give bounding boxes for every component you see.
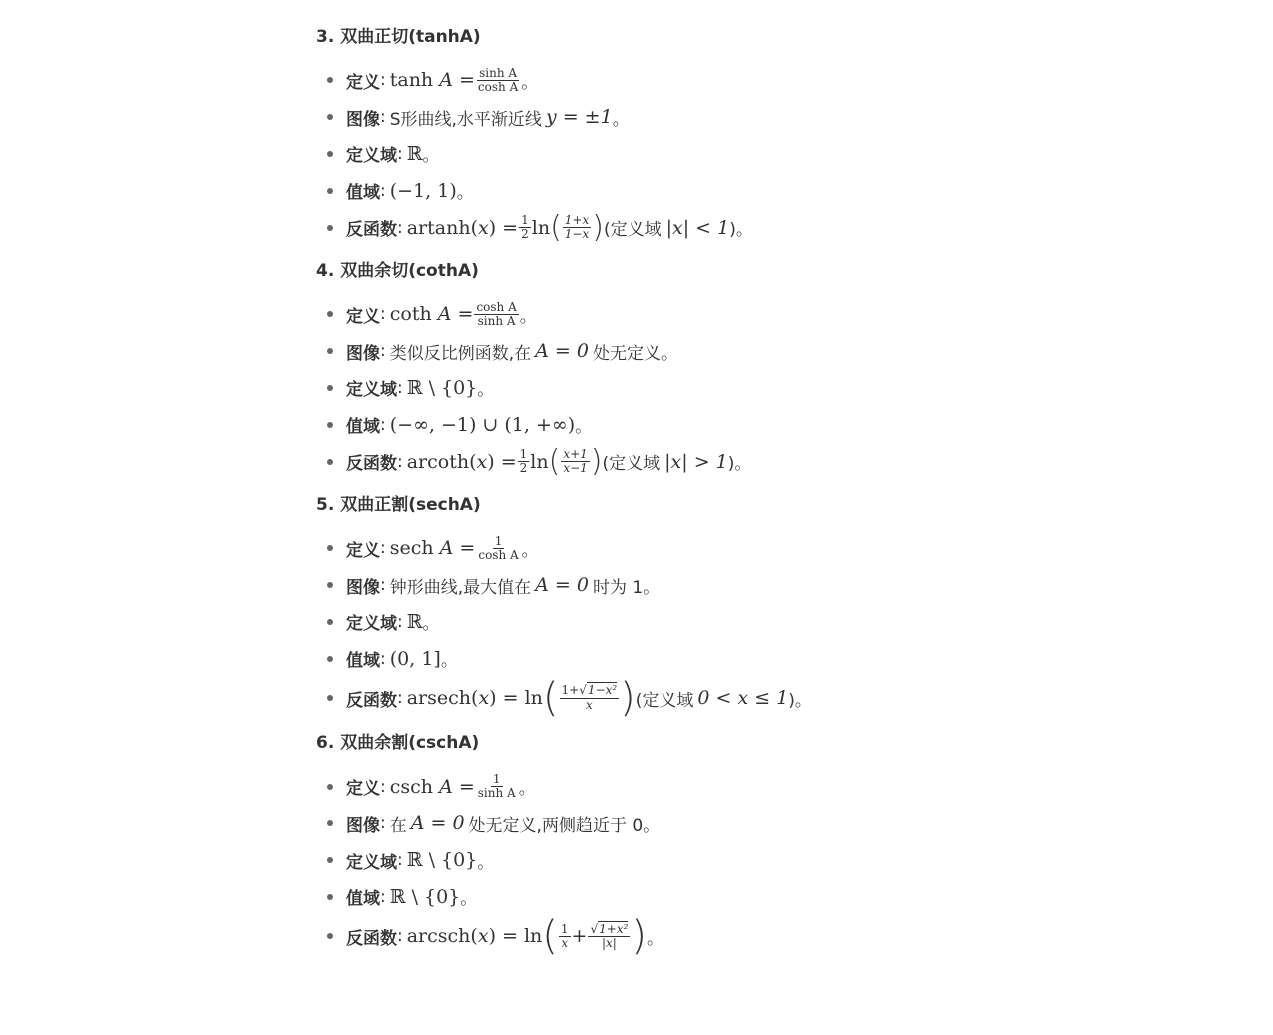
property-list — [316, 530, 1216, 722]
list-item-domain: 定义域 : ℝ 。 — [316, 604, 1216, 641]
section-sech — [316, 490, 1216, 722]
list-item-inverse: 反函数 : artanh(x) = $\frac{1}{2}$ ln ( $\frac{1+x}{1-x}$ ) (定义域 |x| < 1 )。 — [316, 209, 1216, 246]
section-coth — [316, 256, 1216, 480]
list-item-definition: 定义 : sech A = $\frac{1}{\text{cosh A}}$ 。 — [316, 530, 1216, 567]
property-list — [316, 296, 1216, 480]
list-item-domain: 定义域 : ℝ \ {0} 。 — [316, 842, 1216, 879]
list-item-range: 值域 : (−∞, −1) ∪ (1, +∞) 。 — [316, 406, 1216, 443]
section-title: 6. 双曲余割(cschA) — [316, 733, 480, 754]
section-tanh — [316, 22, 1216, 246]
property-list — [316, 768, 1216, 960]
list-item-graph: 图像 : 在 A = 0 处无定义,两侧趋近于 0 。 — [316, 805, 1216, 842]
list-item-range: 值域 : (0, 1] 。 — [316, 640, 1216, 677]
section-title: 3. 双曲正切(tanhA) — [316, 27, 481, 47]
list-item-inverse: 反函数 : arcsch(x) = ln ( $\frac{1}{x}$ + $\frac{\text{√1+x²}}{|x|}$ ) 。 — [316, 915, 1216, 957]
list-item-graph: 图像 : 钟形曲线,最大值在 A = 0 时为 1 。 — [316, 567, 1216, 604]
list-item-range: 值域 : ℝ \ {0} 。 — [316, 879, 1216, 916]
list-item-domain: 定义域 : ℝ 。 — [316, 136, 1216, 173]
list-item-definition: 定义 : csch A = $\frac{1}{\text{sinh A}}$ 。 — [316, 768, 1216, 805]
section-title: 5. 双曲正割(sechA) — [316, 494, 481, 515]
list-item-definition: 定义 : tanh A = $\frac{\text{sinh A}}{\text{cosh A}}$ 。 — [316, 62, 1216, 99]
section-title: 4. 双曲余切(cothA) — [316, 260, 479, 281]
property-list — [316, 62, 1216, 246]
list-item-inverse: 反函数 : arcoth(x) = $\frac{1}{2}$ ln ( $\frac{x+1}{x-1}$ ) (定义域 |x| > 1 )。 — [316, 443, 1216, 480]
section-csch — [316, 728, 1216, 960]
list-item-graph: 图像 : 类似反比例函数,在 A = 0 处无定义 。 — [316, 333, 1216, 370]
fraction: $\frac{\text{sinh A}}{\text{cosh A}}$ — [477, 65, 519, 94]
list-item-inverse: 反函数 : arsech(x) = ln ( $\frac{\text{1+√1−x²}}{x}$ ) (定义域 0 < x ≤ 1 )。 — [316, 677, 1216, 719]
list-item-range: 值域 : (−1, 1) 。 — [316, 172, 1216, 209]
list-item-graph: 图像 : S形曲线,水平渐近线 y = ±1 。 — [316, 99, 1216, 136]
list-item-domain: 定义域 : ℝ \ {0} 。 — [316, 370, 1216, 407]
math-definition: tanh A = — [389, 69, 475, 92]
list-item-definition: 定义 : coth A = $\frac{\text{cosh A}}{\text{sinh A}}$ 。 — [316, 296, 1216, 333]
document-body — [316, 22, 1216, 960]
